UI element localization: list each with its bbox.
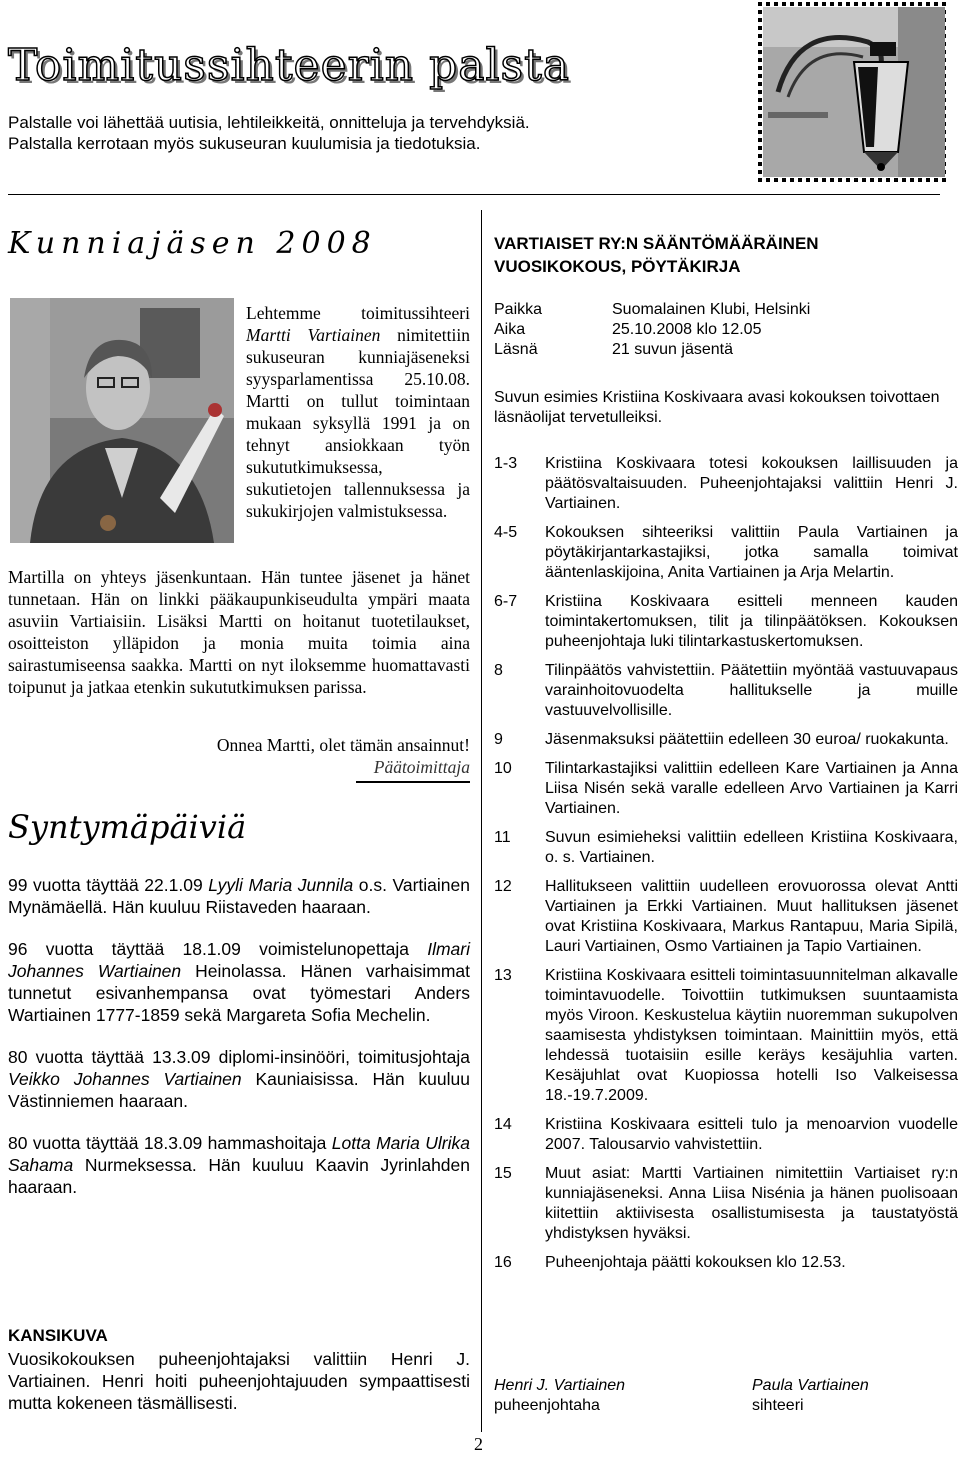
- honorary-congrats: Onnea Martti, olet tämän ansainnut!: [216, 735, 470, 755]
- column-divider: [481, 210, 482, 1432]
- secretary-name: Paula Vartiainen: [752, 1377, 869, 1394]
- header-photo: [758, 2, 950, 182]
- minutes-opening: Suvun esimies Kristiina Koskivaara avasi kokouksen toivottaen läsnäolijat tervetulleiksi.: [494, 389, 940, 426]
- intro-text-after: nimitettiin sukuseuran kunniajäseneksi syysparlamentissa 25.10.08. Martti on tullut toimintaan mukaan syksyllä 1991 ja on tehnyt ansiokkaan työn sukututkimuksessa, sukutietojen tallennuksessa ja sukukirjojen valmistuksessa.: [246, 325, 470, 521]
- lamp-pencil-image: [758, 2, 950, 182]
- meta-row: Aika 25.10.2008 klo 12.05: [494, 321, 762, 338]
- birthday-entry: 80 vuotta täyttää 13.3.09 diplomi-insinööri, toimitusjohtaja Veikko Johannes Vartiainen Kauniaisissa. Hän kuuluu Västinniemen haaraan.: [8, 1047, 470, 1111]
- birthday-name: Lotta Maria Ulrika Sahama: [8, 1133, 470, 1175]
- portrait-photo: [10, 298, 234, 543]
- meta-row: Läsnä 21 suvun jäsentä: [494, 341, 733, 358]
- minutes-item: 13 Kristiina Koskivaara esitteli toimintasuunnitelman alkavalle toimintavuodelle. Toivottiin tutkimuksen suuntaamista myös Viroon. Keskustelua käytiin nuoremman sukupolven saamisesta yhdistyksen toimintaan. Mainittiin myös, että lehdessä tuotaisiin esille keräys kesäjuhlia varten. Kesäjuhlat ovat Kuopiossa hotelli Iso Valkeisessa 18.-19.7.2009.: [494, 967, 958, 1104]
- cover-heading: KANSIKUVA: [8, 1326, 108, 1345]
- birthday-name: Lyyli Maria Junnila: [208, 875, 354, 895]
- header-subtitle-2: Palstalla kerrotaan myös sukuseuran kuulumisia ja tiedotuksia.: [8, 134, 481, 153]
- minutes-heading-line-2: VUOSIKOKOUS, PÖYTÄKIRJA: [494, 257, 741, 276]
- signature-divider: [356, 781, 470, 783]
- minutes-item: 12 Hallitukseen valittiin uudelleen erovuorossa olevat Antti Vartiainen ja Erkki Vartiainen. Muut hallituksen jäsenet ovat Kristiina Koskivaara, Markus Rantapuu, Maria Sipilä, Lauri Vartiainen, Osmo Vartiainen ja Tapio Vartiainen.: [494, 878, 958, 955]
- minutes-item: 14 Kristiina Koskivaara esitteli tulo ja menoarvion vuodelle 2007. Talousarvio vahvistettiin.: [494, 1116, 958, 1153]
- minutes-heading-line-1: VARTIAISET RY:N SÄÄNTÖMÄÄRÄINEN: [494, 234, 819, 253]
- honorary-signature: Päätoimittaja: [373, 757, 470, 777]
- minutes-item: 11 Suvun esimieheksi valittiin edelleen Kristiina Koskivaara, o. s. Vartiainen.: [494, 829, 958, 866]
- birthday-entry: 99 vuotta täyttää 22.1.09 Lyyli Maria Junnila o.s. Vartiainen Mynämäellä. Hän kuuluu Riistaveden haaraan.: [8, 875, 470, 917]
- minutes-heading: [494, 232, 819, 278]
- birthday-name: Ilmari Johannes Wartiainen: [8, 939, 470, 981]
- minutes-item: 1-3 Kristiina Koskivaara totesi kokouksen laillisuuden ja päätösvaltaisuuden. Puheenjohtajaksi valittiin Henri J. Vartiainen.: [494, 455, 958, 512]
- page-number: 2: [474, 1434, 483, 1454]
- cover-text: Vuosikokouksen puheenjohtajaksi valittiin Henri J. Vartiainen. Henri hoiti puheenjohtajuuden sympaattisesti mutta kokeneen täsmällisesti.: [8, 1349, 470, 1413]
- chair-name: Henri J. Vartiainen: [494, 1377, 626, 1394]
- header-divider: [8, 194, 940, 195]
- minutes-item: 8 Tilinpäätös vahvistettiin. Päätettiin myöntää vastuuvapaus varainhoitovuodelta hallitukselle ja muille vastuuvelvollisille.: [494, 662, 958, 719]
- chair-role: puheenjohtaha: [494, 1397, 600, 1414]
- minutes-item: 16 Puheenjohtaja päätti kokouksen klo 12.53.: [494, 1254, 846, 1271]
- signature-right: [752, 1376, 869, 1416]
- header-subtitle-1: Palstalle voi lähettää uutisia, lehtileikkeitä, onnitteluja ja tervehdyksiä.: [8, 113, 530, 132]
- page-title: Toimitussihteerin palsta: [8, 40, 571, 91]
- birthday-name: Veikko Johannes Vartiainen: [8, 1069, 242, 1089]
- minutes-item: 9 Jäsenmaksuksi päätettiin edelleen 30 euroa/ ruokakunta.: [494, 731, 949, 748]
- portrait-image: [10, 298, 234, 543]
- minutes-items: [494, 454, 958, 1282]
- secretary-role: sihteeri: [752, 1397, 804, 1414]
- meta-row: Paikka Suomalainen Klubi, Helsinki: [494, 301, 811, 318]
- minutes-item: 6-7 Kristiina Koskivaara esitteli menneen kauden toimintakertomuksen, tilit ja tilinpäätöksen. Kokouksen puheenjohtaja luki tilintarkastuskertomuksen.: [494, 593, 958, 650]
- honorary-heading: Kunniajäsen 2008: [8, 226, 377, 261]
- minutes-meta: [494, 300, 944, 360]
- honorary-intro: [246, 302, 470, 522]
- birthdays-heading: Syntymäpäiviä: [8, 808, 247, 846]
- minutes-item: 4-5 Kokouksen sihteeriksi valittiin Paula Vartiainen ja pöytäkirjantarkastajiksi, jotka samalla toimivat ääntenlaskijoina, Anita Vartiainen ja Arja Melartin.: [494, 524, 958, 581]
- honorary-name: Martti Vartiainen: [246, 325, 381, 345]
- birthday-entry: 80 vuotta täyttää 18.3.09 hammashoitaja Lotta Maria Ulrika Sahama Nurmeksessa. Hän kuuluu Kaavin Jyrinlahden haaraan.: [8, 1133, 470, 1197]
- birthday-list: [8, 874, 470, 1218]
- intro-text-before: Lehtemme toimitussihteeri: [246, 303, 470, 323]
- signature-left: [494, 1376, 625, 1416]
- minutes-item: 15 Muut asiat: Martti Vartiainen nimitettiin Vartiaiset ry:n kunniajäseneksi. Anna Liisa Nisénia ja hänen puolisoaan kiitettiin aktiivisesta osallistumisesta ja taustatyöstä yhdistyksen hyväksi.: [494, 1165, 958, 1242]
- honorary-body: Martilla on yhteys jäsenkuntaan. Hän tuntee jäsenet ja hänet tunnetaan. Hän on linkki pääkaupunkiseudulta ympäri maata asuviin Vartiaisiin. Lisäksi Martti on hoitanut tuotetilaukset, osoitteiston ylläpidon ja monia muita toimia aina sairastumiseensa saakka. Martti on nyt iloksemme huomattavasti toipunut ja jatkaa etenkin sukututkimuksen parissa.: [8, 567, 470, 697]
- minutes-item: 10 Tilintarkastajiksi valittiin edelleen Kare Vartiainen ja Anna Liisa Nisén sekä varalle edelleen Arvo Vartiainen ja Karri Vartiainen.: [494, 760, 958, 817]
- birthday-entry: 96 vuotta täyttää 18.1.09 voimistelunopettaja Ilmari Johannes Wartiainen Heinolassa. Hänen varhaisimmat tunnetut esivanhempansa ovat työmestari Anders Wartiainen 1777-1859 sekä Margareta Sofia Mechelin.: [8, 939, 470, 1025]
